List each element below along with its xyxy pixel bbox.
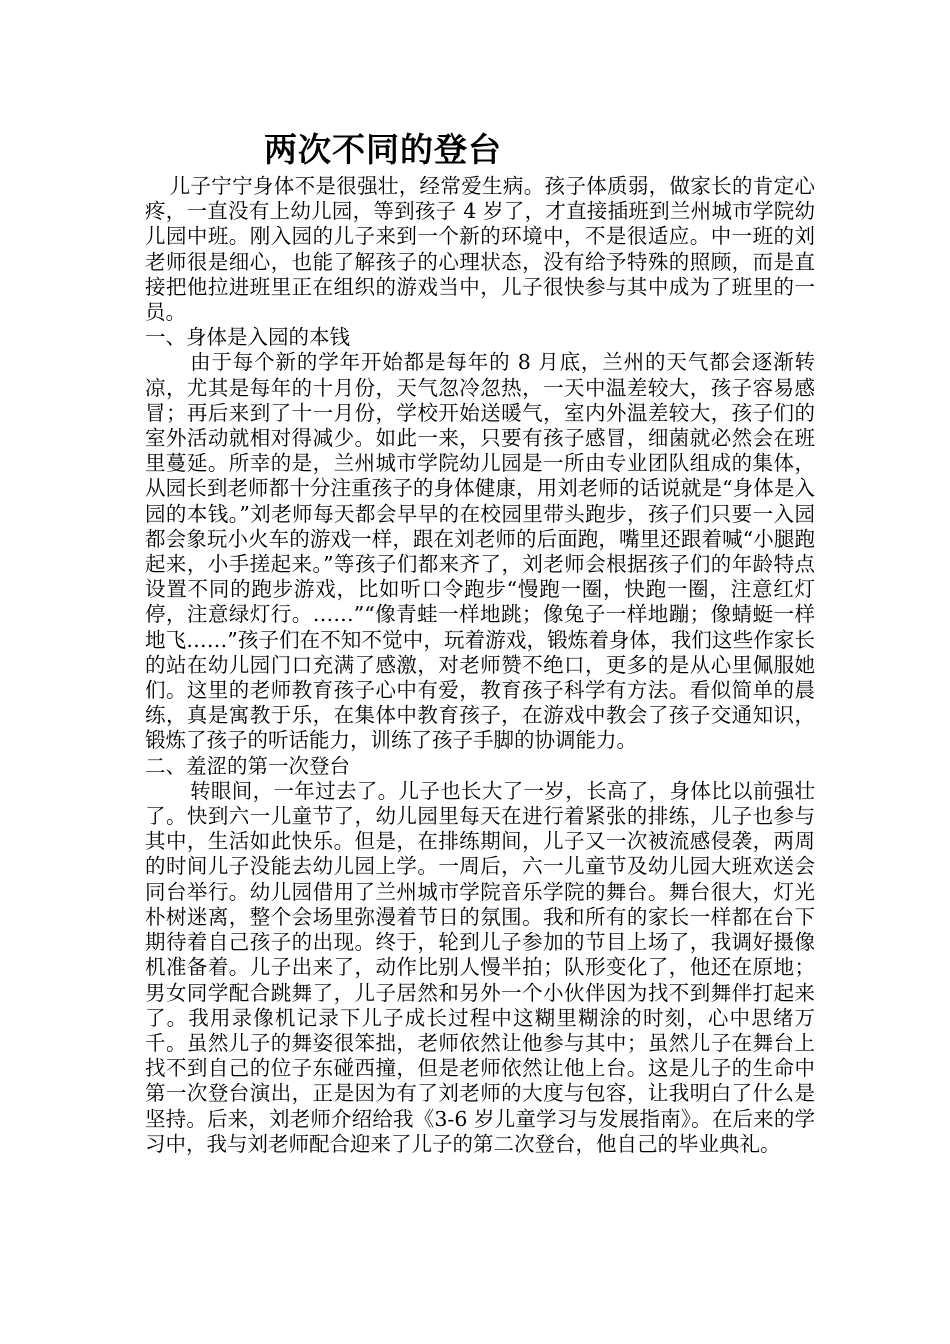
document-title: 两次不同的登台 <box>264 130 502 169</box>
section-2-heading: 二、羞涩的第一次登台 <box>145 753 350 778</box>
intro-paragraph: 儿子宁宁身体不是很强壮，经常爱生病。孩子体质弱，做家长的肯定心疼，一直没有上幼儿园，等到孩子 4 岁了，才直接插班到兰州城市学院幼儿园中班。刚入园的儿子来到一个新的环境中，不是很适应。中一班的刘老师很是细心，也能了解孩子的心理状态，没有给予特殊的照顾，而是直接把他拉进班里正在组织的游戏当中，儿子很快参与其中成为了班里的一员。 <box>145 174 815 325</box>
section-2-paragraph: 转眼间，一年过去了。儿子也长大了一岁，长高了，身体比以前强壮了。快到六一儿童节了，幼儿园里每天在进行着紧张的排练，儿子也参与其中，生活如此快乐。但是，在排练期间，儿子又一次被流感侵袭，两周的时间儿子没能去幼儿园上学。一周后，六一儿童节及幼儿园大班欢送会同台举行。幼儿园借用了兰州城市学院音乐学院的舞台。舞台很大，灯光朴树迷离，整个会场里弥漫着节日的氛围。我和所有的家长一样都在台下期待着自己孩子的出现。终于，轮到儿子参加的节目上场了，我调好摄像机准备着。儿子出来了，动作比别人慢半拍；队形变化了，他还在原地；男女同学配合跳舞了，儿子居然和另外一个小伙伴因为找不到舞伴打起来了。我用录像机记录下儿子成长过程中这糊里糊涂的时刻，心中思绪万千。虽然儿子的舞姿很笨拙，老师依然让他参与其中；虽然儿子在舞台上找不到自己的位子东碰西撞，但是老师依然让他上台。这是儿子的生命中第一次登台演出，正是因为有了刘老师的大度与包容，让我明白了什么是坚持。后来，刘老师介绍给我《3-6 岁儿童学习与发展指南》。在后来的学习中，我与刘老师配合迎来了儿子的第二次登台，他自己的毕业典礼。 <box>145 778 815 1156</box>
section-1-paragraph: 由于每个新的学年开始都是每年的 8 月底，兰州的天气都会逐渐转凉，尤其是每年的十月份，天气忽冷忽热，一天中温差较大，孩子容易感冒；再后来到了十一月份，学校开始送暖气，室内外温差较大，孩子们的室外活动就相对得减少。如此一来，只要有孩子感冒，细菌就必然会在班里蔓延。所幸的是，兰州城市学院幼儿园是一所由专业团队组成的集体，从园长到老师都十分注重孩子的身体健康，用刘老师的话说就是“身体是入园的本钱。”刘老师每天都会早早的在校园里带头跑步，孩子们只要一入园都会象玩小火车的游戏一样，跟在刘老师的后面跑，嘴里还跟着喊“小腿跑起来，小手搓起来。”等孩子们都来齐了，刘老师会根据孩子们的年龄特点设置不同的跑步游戏，比如听口令跑步“慢跑一圈，快跑一圈，注意红灯停，注意绿灯行。……”“像青蛙一样地跳；像兔子一样地蹦；像蜻蜓一样地飞……”孩子们在不知不觉中，玩着游戏，锻炼着身体，我们这些作家长的站在幼儿园门口充满了感激，对老师赞不绝口，更多的是从心里佩服她们。这里的老师教育孩子心中有爱，教育孩子科学有方法。看似简单的晨练，真是寓教于乐，在集体中教育孩子，在游戏中教会了孩子交通知识，锻炼了孩子的听话能力，训练了孩子手脚的协调能力。 <box>145 350 815 753</box>
document-body <box>145 174 815 1157</box>
section-1-heading: 一、身体是入园的本钱 <box>145 325 350 350</box>
